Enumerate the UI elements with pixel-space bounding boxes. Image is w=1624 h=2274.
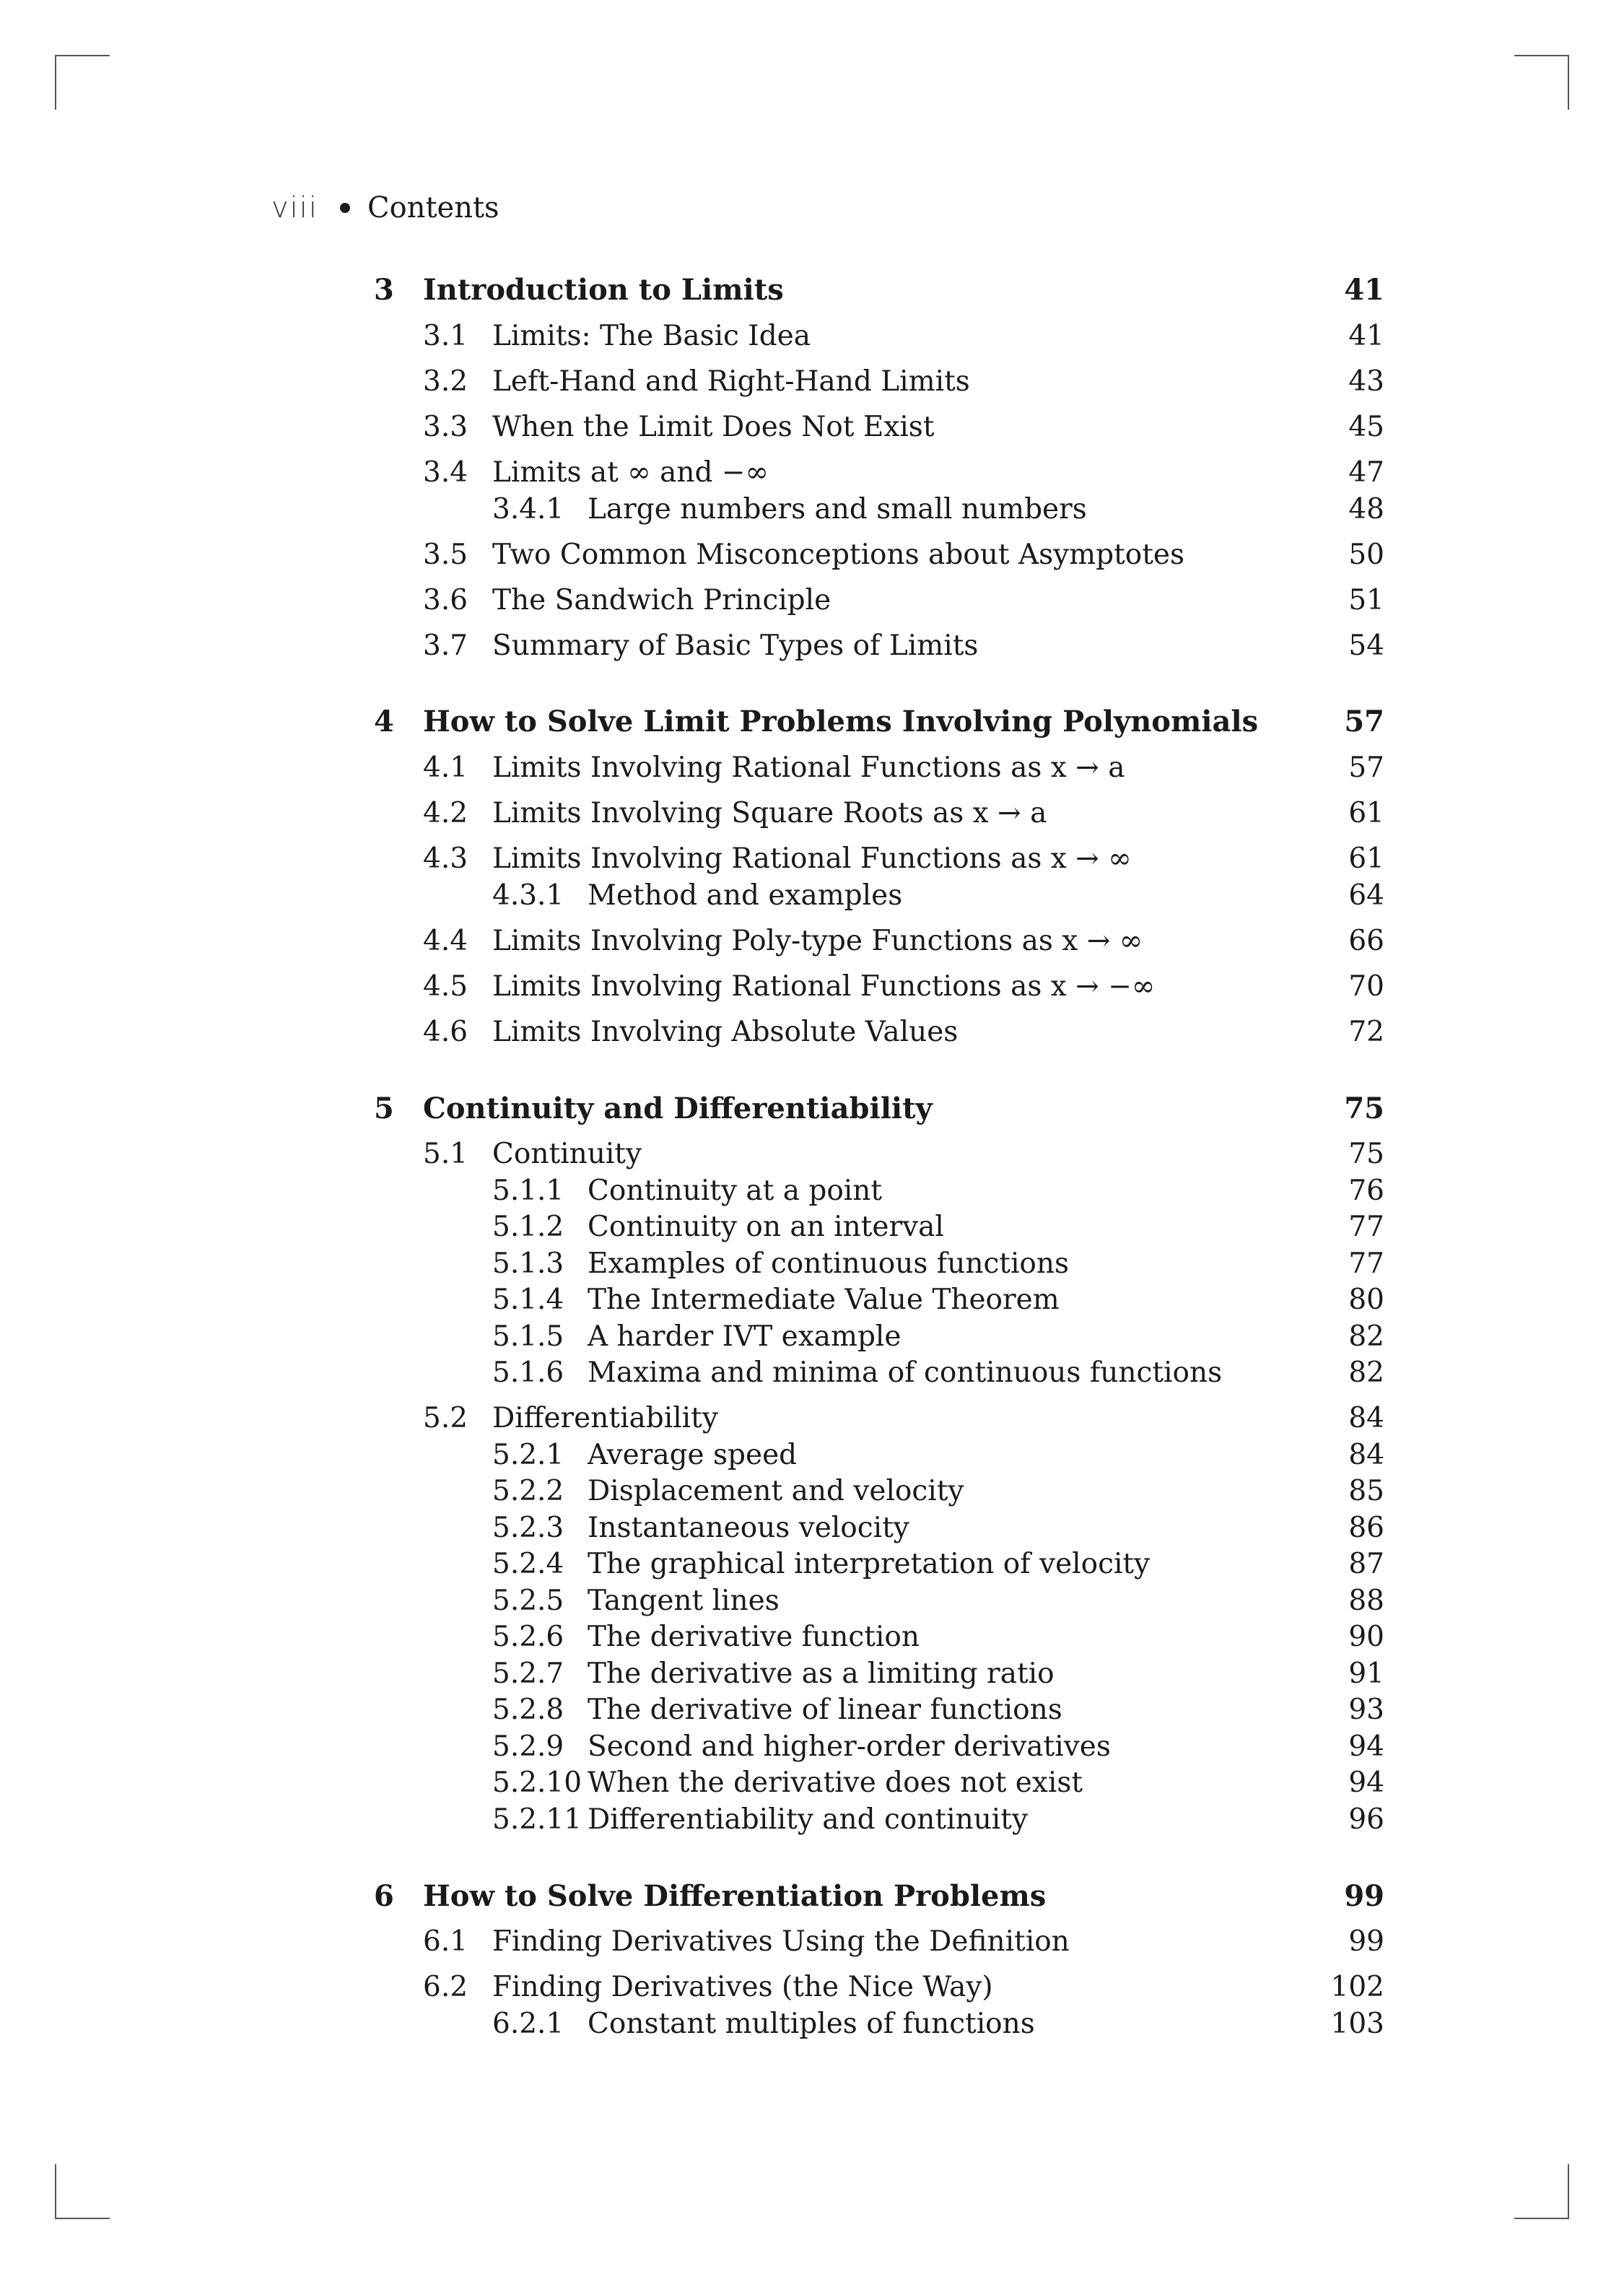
toc-entry-page: 70: [1348, 970, 1384, 1003]
toc-entry-num: 3.3: [423, 411, 468, 443]
toc-subsection-entry[interactable]: [374, 1693, 1384, 1728]
toc-entry-title: Displacement and velocity: [588, 1475, 964, 1507]
toc-subsection-entry[interactable]: [374, 1356, 1384, 1390]
toc-entry-num: 5.2.7: [492, 1657, 564, 1690]
crop-mark-top-right-v: [1568, 55, 1569, 110]
toc-entry-num: 3.4: [423, 456, 468, 489]
toc-entry-num: 6: [374, 1879, 394, 1913]
toc-section-entry[interactable]: [374, 1401, 1384, 1436]
toc-entry-title: Continuity: [492, 1138, 642, 1170]
toc-entry-page: 91: [1348, 1657, 1384, 1690]
toc-entry-page: 41: [1348, 320, 1384, 352]
toc-entry-num: 6.2: [423, 1971, 468, 2003]
crop-mark-bottom-right-h: [1514, 2218, 1569, 2219]
toc-entry-page: 61: [1348, 797, 1384, 829]
toc-entry-num: 5: [374, 1092, 394, 1125]
toc-section-entry[interactable]: [374, 1925, 1384, 1959]
toc-subsection-entry[interactable]: [374, 1657, 1384, 1691]
toc-entry-title: A harder IVT example: [588, 1320, 902, 1353]
toc-entry-page: 93: [1348, 1694, 1384, 1726]
toc-entry-num: 3: [374, 273, 394, 307]
toc-entry-num: 3.7: [423, 630, 468, 662]
toc-section-entry[interactable]: [374, 583, 1384, 618]
toc-entry-title: Large numbers and small numbers: [588, 493, 1087, 526]
toc-entry-title: Limits Involving Absolute Values: [492, 1016, 959, 1048]
toc-subsection-entry[interactable]: [374, 492, 1384, 527]
toc-entry-num: 6.2.1: [492, 2008, 564, 2040]
toc-entry-num: 5.1.2: [492, 1211, 564, 1243]
toc-section-entry[interactable]: [374, 365, 1384, 399]
toc-entry-title: Average speed: [588, 1439, 798, 1471]
toc-entry-title: Finding Derivatives Using the Definition: [492, 1925, 1070, 1958]
toc-entry-page: 87: [1348, 1548, 1384, 1580]
toc-entry-num: 5.2.4: [492, 1548, 564, 1580]
toc-entry-title: Limits at ∞ and −∞: [492, 456, 769, 489]
toc-entry-page: 102: [1330, 1971, 1384, 2003]
toc-entry-num: 3.1: [423, 320, 468, 352]
toc-entry-num: 4: [374, 705, 394, 739]
toc-chapter-entry[interactable]: [374, 1092, 1384, 1126]
toc-section-entry[interactable]: [374, 796, 1384, 831]
toc-entry-num: 4.5: [423, 970, 468, 1003]
toc-entry-page: 96: [1348, 1803, 1384, 1836]
crop-mark-bottom-left-v: [55, 2164, 56, 2219]
toc-entry-page: 45: [1348, 411, 1384, 443]
toc-entry-title: How to Solve Limit Problems Involving Polynomials: [423, 705, 1259, 739]
toc-entry-num: 3.2: [423, 365, 468, 398]
toc-entry-page: 75: [1344, 1092, 1384, 1125]
toc-entry-num: 5.1.3: [492, 1247, 564, 1280]
toc-entry-num: 4.2: [423, 797, 468, 829]
toc-entry-num: 5.2.6: [492, 1621, 564, 1653]
toc-subsection-entry[interactable]: [374, 1620, 1384, 1655]
toc-entry-page: 84: [1348, 1402, 1384, 1434]
bullet-icon: [340, 203, 350, 213]
toc-subsection-entry[interactable]: [374, 1584, 1384, 1619]
toc-subsection-entry[interactable]: [374, 1438, 1384, 1473]
toc-subsection-entry[interactable]: [374, 1803, 1384, 1837]
toc-entry-num: 5.2.8: [492, 1694, 564, 1726]
toc-subsection-entry[interactable]: [374, 1730, 1384, 1764]
toc-subsection-entry[interactable]: [374, 1247, 1384, 1281]
toc-entry-page: 99: [1348, 1925, 1384, 1958]
toc-chapter-entry[interactable]: [374, 705, 1384, 739]
toc-entry-page: 43: [1348, 365, 1384, 398]
toc-entry-page: 85: [1348, 1475, 1384, 1507]
running-header: [271, 189, 499, 227]
toc-entry-title: Limits Involving Square Roots as x → a: [492, 797, 1047, 829]
toc-entry-page: 80: [1348, 1284, 1384, 1316]
toc-entry-page: 94: [1348, 1730, 1384, 1763]
toc-subsection-entry[interactable]: [374, 1210, 1384, 1245]
toc-entry-num: 5.1.4: [492, 1284, 564, 1316]
toc-section-entry[interactable]: [374, 924, 1384, 959]
toc-subsection-entry[interactable]: [374, 1547, 1384, 1582]
toc-entry-num: 4.6: [423, 1016, 468, 1048]
toc-subsection-entry[interactable]: [374, 1766, 1384, 1800]
toc-entry-page: 48: [1348, 493, 1384, 526]
toc-section-entry[interactable]: [374, 1015, 1384, 1050]
toc-section-entry[interactable]: [374, 319, 1384, 354]
toc-section-entry[interactable]: [374, 410, 1384, 445]
toc-section-entry[interactable]: [374, 970, 1384, 1004]
toc-entry-title: Continuity and Differentiability: [423, 1092, 933, 1125]
toc-entry-page: 86: [1348, 1512, 1384, 1544]
toc-entry-title: The Intermediate Value Theorem: [588, 1284, 1060, 1316]
toc-entry-num: 5.2.11: [492, 1803, 582, 1836]
toc-entry-title: The derivative of linear functions: [588, 1694, 1062, 1726]
toc-subsection-entry[interactable]: [374, 879, 1384, 913]
toc-entry-title: Left-Hand and Right-Hand Limits: [492, 365, 970, 398]
toc-entry-title: The derivative as a limiting ratio: [588, 1657, 1055, 1690]
toc-entry-title: Limits Involving Rational Functions as x → a: [492, 752, 1125, 784]
crop-mark-top-right-h: [1514, 55, 1569, 56]
toc-entry-num: 5.1.5: [492, 1320, 564, 1353]
toc-entry-num: 5.2.3: [492, 1512, 564, 1544]
page-number: viii: [271, 191, 319, 225]
toc-entry-title: Continuity on an interval: [588, 1211, 944, 1243]
crop-mark-bottom-right-v: [1568, 2164, 1569, 2219]
toc-section-entry[interactable]: [374, 842, 1384, 876]
toc-section-entry[interactable]: [374, 751, 1384, 785]
toc-entry-page: 66: [1348, 925, 1384, 957]
toc-entry-title: Two Common Misconceptions about Asymptotes: [492, 539, 1185, 571]
toc-section-entry[interactable]: [374, 1137, 1384, 1172]
toc-chapter-entry[interactable]: [374, 1879, 1384, 1914]
toc-entry-title: Second and higher-order derivatives: [588, 1730, 1111, 1763]
toc-entry-title: Examples of continuous functions: [588, 1247, 1070, 1280]
toc-entry-page: 50: [1348, 539, 1384, 571]
crop-mark-bottom-left-h: [55, 2218, 110, 2219]
toc-entry-num: 5.2.9: [492, 1730, 564, 1763]
toc-entry-num: 4.3: [423, 842, 468, 875]
toc-entry-title: When the derivative does not exist: [588, 1767, 1083, 1799]
toc-entry-title: Limits: The Basic Idea: [492, 320, 811, 352]
header-title: Contents: [367, 191, 499, 225]
toc-entry-num: 4.3.1: [492, 879, 564, 912]
toc-entry-num: 3.5: [423, 539, 468, 571]
toc-entry-page: 94: [1348, 1767, 1384, 1799]
toc-section-entry[interactable]: [374, 456, 1384, 490]
toc-entry-page: 84: [1348, 1439, 1384, 1471]
toc-entry-num: 5.1: [423, 1138, 468, 1170]
toc-entry-page: 51: [1348, 584, 1384, 617]
toc-entry-num: 6.1: [423, 1925, 468, 1958]
toc-entry-page: 57: [1348, 752, 1384, 784]
toc-entry-title: Limits Involving Rational Functions as x → −∞: [492, 970, 1156, 1003]
toc-entry-page: 61: [1348, 842, 1384, 875]
toc-subsection-entry[interactable]: [374, 1283, 1384, 1317]
toc-entry-page: 82: [1348, 1320, 1384, 1353]
toc-subsection-entry[interactable]: [374, 1174, 1384, 1208]
toc-subsection-entry[interactable]: [374, 2007, 1384, 2042]
toc-entry-page: 82: [1348, 1356, 1384, 1389]
toc-chapter-entry[interactable]: [374, 273, 1384, 308]
toc-entry-num: 3.6: [423, 584, 468, 617]
toc-entry-num: 4.4: [423, 925, 468, 957]
toc-entry-title: How to Solve Differentiation Problems: [423, 1879, 1047, 1913]
toc-section-entry[interactable]: [374, 538, 1384, 572]
toc-entry-page: 64: [1348, 879, 1384, 912]
toc-entry-title: The derivative function: [588, 1621, 920, 1653]
toc-subsection-entry[interactable]: [374, 1320, 1384, 1354]
toc-entry-title: The Sandwich Principle: [492, 584, 831, 617]
toc-entry-page: 72: [1348, 1016, 1384, 1048]
toc-entry-page: 76: [1348, 1175, 1384, 1207]
toc-entry-title: Limits Involving Rational Functions as x → ∞: [492, 842, 1132, 875]
crop-mark-top-left-v: [55, 55, 56, 110]
toc-entry-title: Maxima and minima of continuous functions: [588, 1356, 1223, 1389]
toc-entry-title: Limits Involving Poly-type Functions as x → ∞: [492, 925, 1143, 957]
toc-entry-page: 57: [1344, 705, 1384, 739]
toc-entry-page: 103: [1330, 2008, 1384, 2040]
toc-entry-title: Instantaneous velocity: [588, 1512, 909, 1544]
toc-subsection-entry[interactable]: [374, 1474, 1384, 1509]
crop-mark-top-left-h: [55, 55, 110, 56]
toc-entry-page: 99: [1344, 1879, 1384, 1913]
toc-entry-page: 41: [1344, 273, 1384, 307]
toc-entry-page: 77: [1348, 1247, 1384, 1280]
toc-entry-page: 88: [1348, 1585, 1384, 1617]
toc-entry-num: 5.1.1: [492, 1175, 564, 1207]
toc-entry-num: 5.2.2: [492, 1475, 564, 1507]
toc-entry-num: 4.1: [423, 752, 468, 784]
toc-entry-num: 5.2.1: [492, 1439, 564, 1471]
toc-subsection-entry[interactable]: [374, 1511, 1384, 1546]
toc-entry-title: Differentiability: [492, 1402, 718, 1434]
toc-entry-page: 47: [1348, 456, 1384, 489]
toc-entry-title: The graphical interpretation of velocity: [588, 1548, 1151, 1580]
toc-entry-page: 90: [1348, 1621, 1384, 1653]
toc-section-entry[interactable]: [374, 1970, 1384, 2005]
toc-entry-page: 75: [1348, 1138, 1384, 1170]
toc-entry-num: 5.2.10: [492, 1767, 582, 1799]
toc-entry-num: 5.2.5: [492, 1585, 564, 1617]
toc-entry-title: When the Limit Does Not Exist: [492, 411, 935, 443]
toc-entry-title: Method and examples: [588, 879, 903, 912]
toc-entry-num: 3.4.1: [492, 493, 564, 526]
toc-entry-num: 5.1.6: [492, 1356, 564, 1389]
toc-entry-title: Continuity at a point: [588, 1175, 883, 1207]
toc-entry-title: Finding Derivatives (the Nice Way): [492, 1971, 993, 2003]
toc-entry-title: Differentiability and continuity: [588, 1803, 1028, 1836]
toc-section-entry[interactable]: [374, 629, 1384, 663]
toc-entry-title: Constant multiples of functions: [588, 2008, 1035, 2040]
toc-entry-title: Tangent lines: [588, 1585, 780, 1617]
toc-entry-num: 5.2: [423, 1402, 468, 1434]
toc-entry-title: Summary of Basic Types of Limits: [492, 630, 979, 662]
toc-entry-page: 54: [1348, 630, 1384, 662]
toc-entry-title: Introduction to Limits: [423, 273, 784, 307]
toc-entry-page: 77: [1348, 1211, 1384, 1243]
